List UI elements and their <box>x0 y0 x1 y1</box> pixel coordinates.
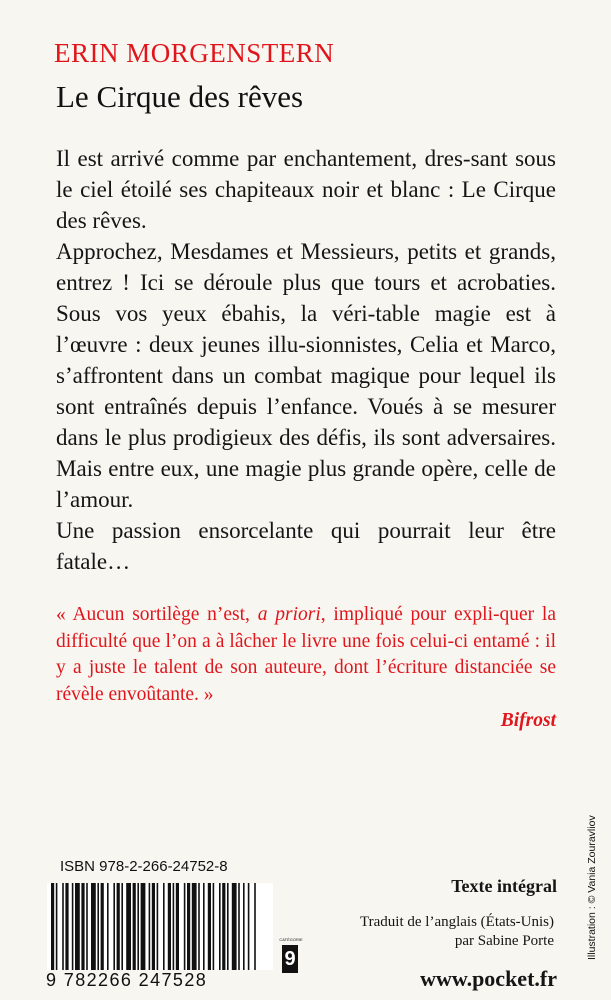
quote-text <box>56 602 556 708</box>
translation-credit <box>294 913 554 951</box>
author-name: ERIN MORGENSTERN <box>54 38 335 68</box>
category-label: CATÉGORIE <box>279 937 303 943</box>
website-link[interactable]: www.pocket.fr <box>420 966 557 991</box>
quote-italic: a priori <box>257 604 321 625</box>
blurb-paragraph-3: Une passion ensorcelante qui pourrait leur être fatale… <box>56 518 556 574</box>
blurb <box>56 143 556 577</box>
category-number: 9 <box>282 945 298 973</box>
press-quote <box>56 602 556 734</box>
isbn: ISBN 978-2-266-24752-8 <box>60 858 228 875</box>
illustration-credit: Illustration : © Vania Zouravliov <box>586 815 598 960</box>
blurb-paragraph-1: Il est arrivé comme par enchantement, dres-sant sous le ciel étoilé ses chapiteaux noir et blanc : Le Cirque des rêves. <box>56 146 556 233</box>
quote-source: Bifrost <box>500 710 556 731</box>
book-title: Le Cirque des rêves <box>56 79 304 114</box>
translation-line-1: Traduit de l’anglais (États-Unis) <box>360 914 554 930</box>
blurb-paragraph-2: Approchez, Mesdames et Messieurs, petits et grands, entrez ! Ici se déroule plus que tours et acrobaties. Sous vos yeux ébahis, la véri-table magie est à l’œuvre : deux jeunes illu-sionnistes, Celia et Marco, s’affrontent dans un combat magique pour lequel ils sont entraînés depuis l’enfance. Voués à se mesurer dans le plus prodigieux des défis, ils sont adversaires. Mais entre eux, une magie plus grande opère, celle de l’amour. <box>56 239 556 512</box>
translation-line-2: par Sabine Porte <box>454 933 554 949</box>
barcode-icon <box>47 883 273 974</box>
quote-text-start: « Aucun sortilège n’est, <box>56 604 258 625</box>
edition-label: Texte intégral <box>451 876 557 896</box>
barcode-digits: 9 782266 247528 <box>46 970 278 991</box>
quote-text-end: , impliqué pour expli-quer la difficulté que l’on a à lâcher le livre une fois celui-ci entamé : il y a juste le talent de son auteure, dont l’écriture distanciée se révèle envoûtante. » <box>56 604 557 705</box>
